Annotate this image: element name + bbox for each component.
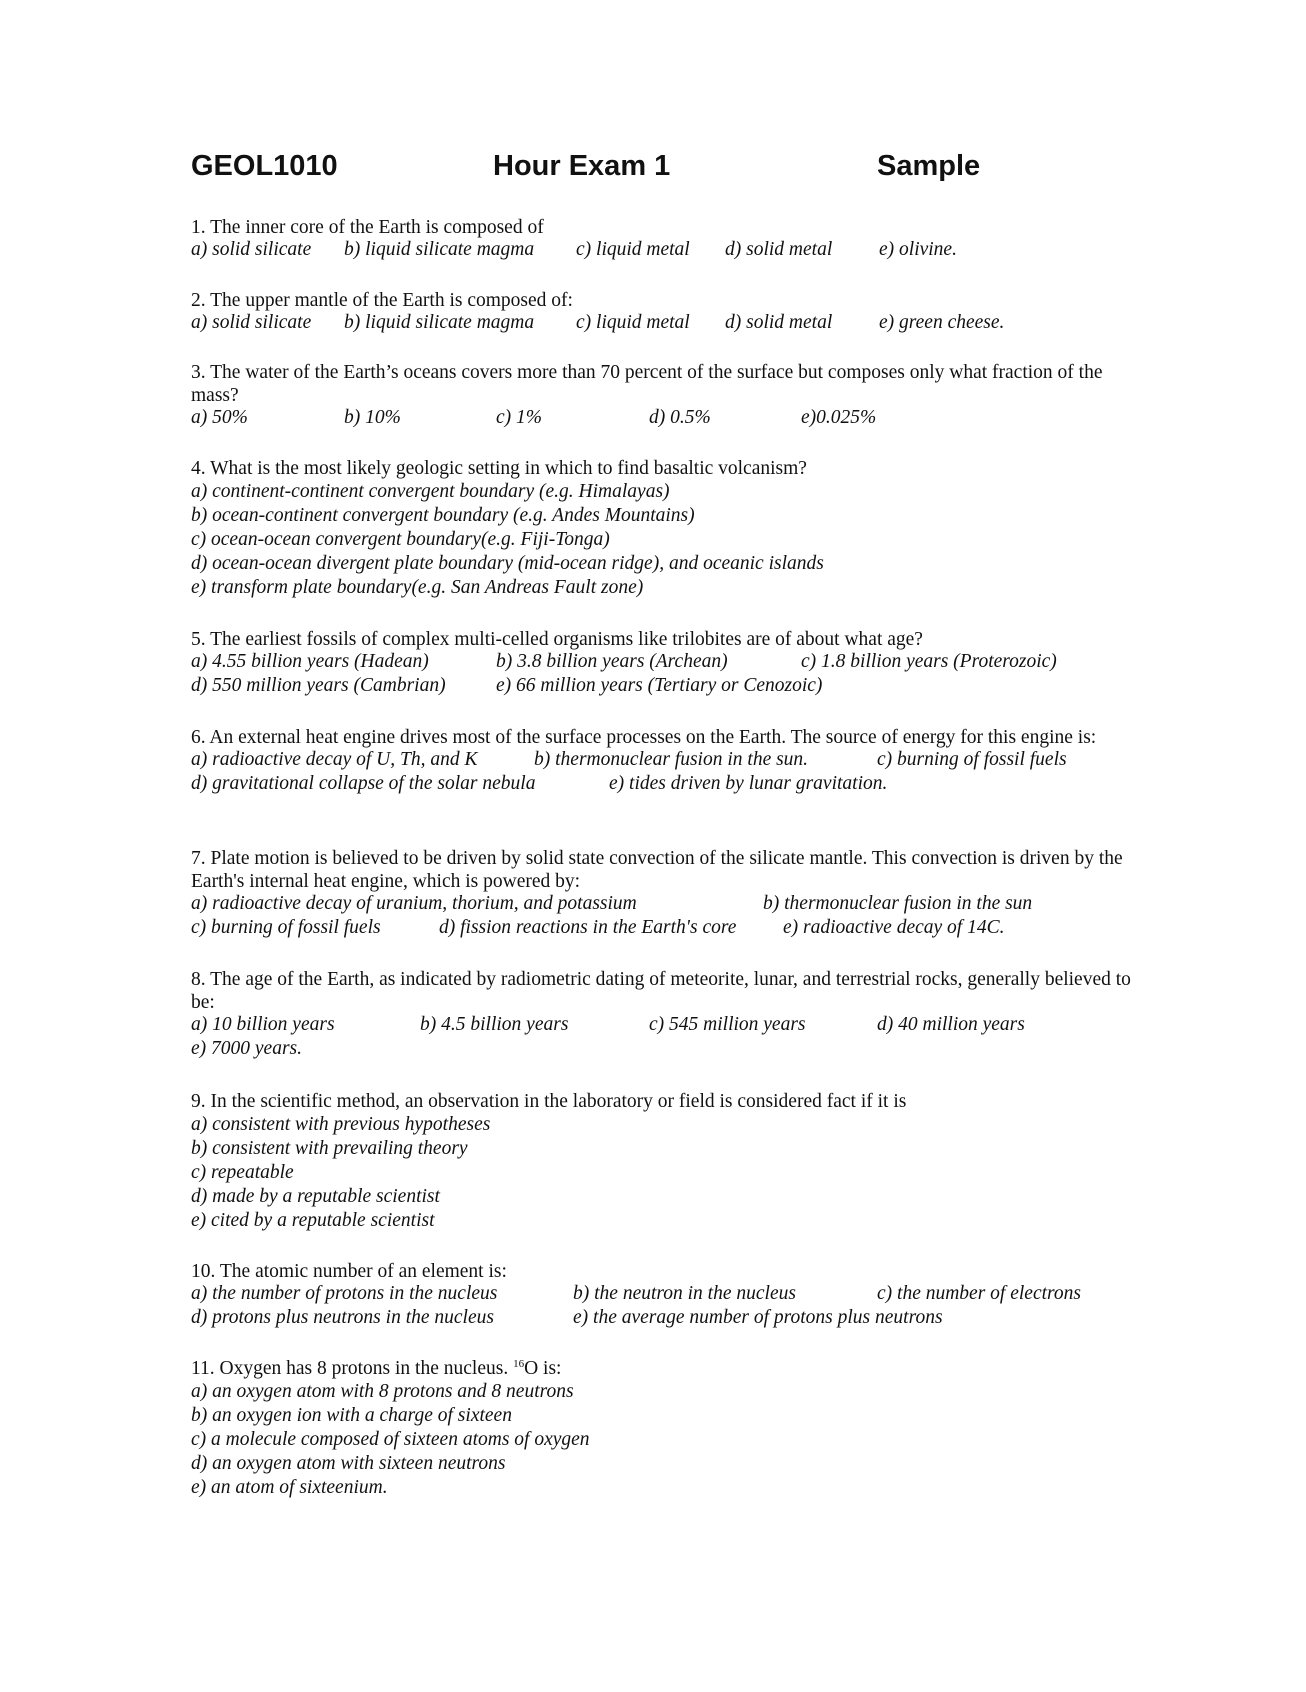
question-stem: 2. The upper mantle of the Earth is composed of: [191,290,573,311]
question-5 [191,628,1131,699]
option-e: e) the average number of protons plus neutrons [573,1307,943,1328]
option-c: c) burning of fossil fuels [877,749,1067,770]
option-d: d) gravitational collapse of the solar nebula [191,773,536,794]
question-9 [191,1090,1131,1233]
option-c: c) ocean-ocean convergent boundary(e.g. Fiji-Tonga) [191,529,610,550]
question-stem: 10. The atomic number of an element is: [191,1261,507,1282]
option-a: a) solid silicate [191,312,312,333]
option-c: c) liquid metal [576,239,690,260]
question-1 [191,216,1131,263]
option-b: b) the neutron in the nucleus [573,1283,796,1304]
question-stem: 8. The age of the Earth, as indicated by radiometric dating of meteorite, lunar, and terrestrial rocks, generally believed to be: [191,969,1131,1013]
question-stem: 3. The water of the Earth’s oceans covers more than 70 percent of the surface but composes only what fraction of the mass? [191,362,1103,406]
option-c: c) liquid metal [576,312,690,333]
isotope-mass-number: 16 [513,1358,525,1370]
question-7 [191,847,1131,941]
question-stem: 5. The earliest fossils of complex multi-celled organisms like trilobites are of about what age? [191,629,923,650]
option-c: c) 1% [496,407,543,428]
option-d: d) made by a reputable scientist [191,1186,440,1207]
question-4 [191,457,1131,600]
option-a: a) the number of protons in the nucleus [191,1283,498,1304]
option-c: c) a molecule composed of sixteen atoms of oxygen [191,1429,590,1450]
option-e: e)0.025% [801,407,877,428]
option-e: e) cited by a reputable scientist [191,1210,435,1231]
question-2 [191,289,1131,336]
option-b: b) 3.8 billion years (Archean) [496,651,728,672]
option-e: e) an atom of sixteenium. [191,1477,388,1498]
option-c: c) repeatable [191,1162,294,1183]
option-b: b) thermonuclear fusion in the sun [763,893,1033,914]
option-a: a) consistent with previous hypotheses [191,1114,491,1135]
option-d: d) protons plus neutrons in the nucleus [191,1307,494,1328]
question-stem: 4. What is the most likely geologic setting in which to find basaltic volcanism? [191,458,807,479]
stem-text-end: O is: [524,1358,562,1379]
question-stem: 6. An external heat engine drives most of the surface processes on the Earth. The source of energy for this engine is: [191,727,1097,748]
option-b: b) liquid silicate magma [344,312,535,333]
question-3 [191,361,1131,431]
exam-title: Hour Exam 1 [493,150,671,182]
option-a: a) solid silicate [191,239,312,260]
question-stem: 1. The inner core of the Earth is composed of [191,217,544,238]
question-8 [191,968,1131,1062]
option-e: e) green cheese. [879,312,1005,333]
option-d: d) solid metal [725,312,833,333]
option-a: a) radioactive decay of U, Th, and K [191,749,478,770]
option-e: e) 66 million years (Tertiary or Cenozoic) [496,675,823,696]
option-d: d) fission reactions in the Earth's core [439,917,737,938]
option-a: a) 10 billion years [191,1014,335,1035]
option-d: d) solid metal [725,239,833,260]
option-d: d) an oxygen atom with sixteen neutrons [191,1453,506,1474]
option-b: b) an oxygen ion with a charge of sixteen [191,1405,512,1426]
option-e: e) 7000 years. [191,1038,303,1059]
option-e: e) tides driven by lunar gravitation. [609,773,888,794]
option-c: c) burning of fossil fuels [191,917,381,938]
option-b: b) consistent with prevailing theory [191,1138,468,1159]
question-stem: 9. In the scientific method, an observation in the laboratory or field is considered fact if it is [191,1091,907,1112]
option-b: b) 10% [344,407,401,428]
option-b: b) 4.5 billion years [420,1014,569,1035]
question-6 [191,726,1131,797]
question-stem [191,1357,1131,1380]
option-d: d) 0.5% [649,407,711,428]
question-10 [191,1260,1131,1331]
option-d: d) ocean-ocean divergent plate boundary (mid-ocean ridge), and oceanic islands [191,553,824,574]
option-e: e) olivine. [879,239,957,260]
question-11 [191,1357,1131,1500]
exam-header [191,150,1111,190]
option-d: d) 550 million years (Cambrian) [191,675,446,696]
option-a: a) an oxygen atom with 8 protons and 8 neutrons [191,1381,574,1402]
option-a: a) 50% [191,407,248,428]
option-b: b) liquid silicate magma [344,239,535,260]
option-b: b) ocean-continent convergent boundary (e.g. Andes Mountains) [191,505,695,526]
stem-text: 11. Oxygen has 8 protons in the nucleus. [191,1358,514,1379]
option-a: a) 4.55 billion years (Hadean) [191,651,429,672]
option-a: a) radioactive decay of uranium, thorium, and potassium [191,893,637,914]
option-d: d) 40 million years [877,1014,1025,1035]
option-a: a) continent-continent convergent boundary (e.g. Himalayas) [191,481,670,502]
option-e: e) transform plate boundary(e.g. San Andreas Fault zone) [191,577,644,598]
option-c: c) 1.8 billion years (Proterozoic) [801,651,1057,672]
course-code: GEOL1010 [191,150,338,182]
option-e: e) radioactive decay of 14C. [783,917,1005,938]
option-b: b) thermonuclear fusion in the sun. [534,749,809,770]
option-c: c) the number of electrons [877,1283,1081,1304]
sample-label: Sample [877,150,981,182]
option-c: c) 545 million years [649,1014,806,1035]
question-stem: 7. Plate motion is believed to be driven by solid state convection of the silicate mantle. This convection is driven by the Earth's internal heat engine, which is powered by: [191,848,1123,892]
